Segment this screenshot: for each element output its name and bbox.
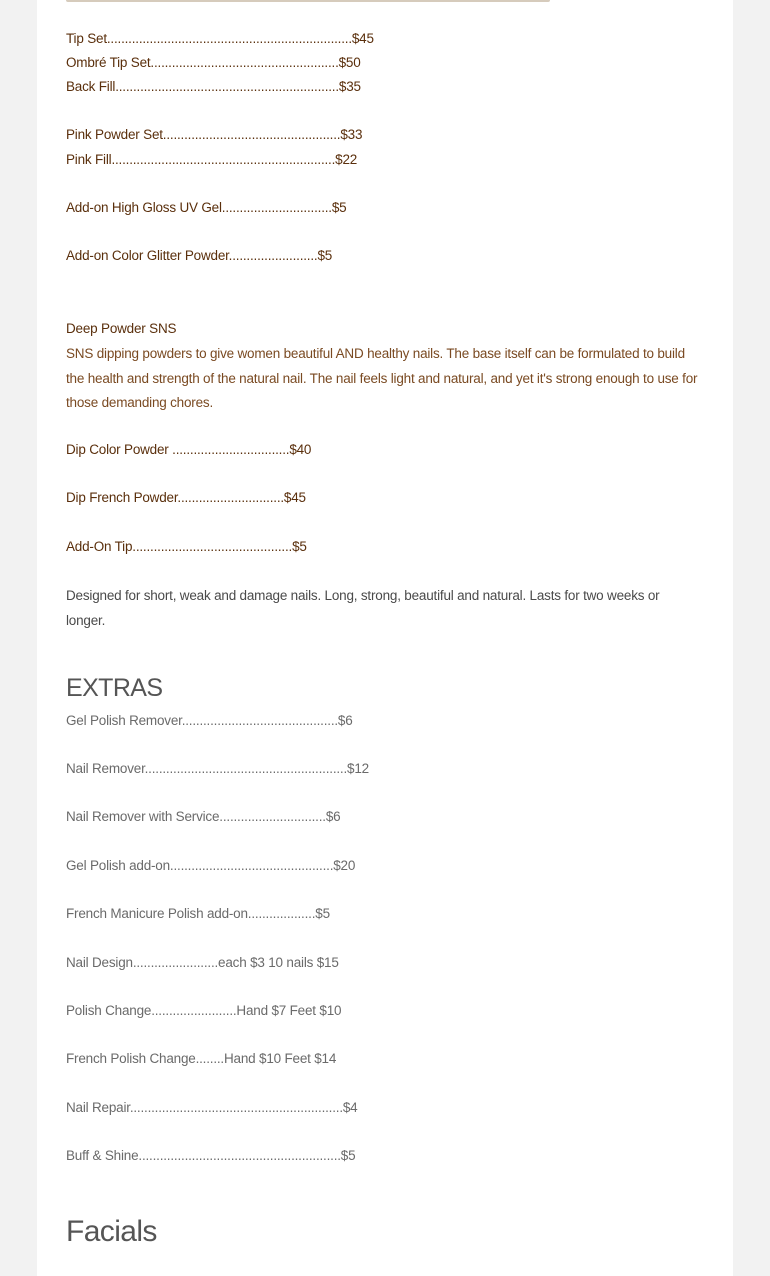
- price-french-manicure-add-on: French Manicure Polish add-on...................$5: [66, 906, 330, 921]
- price-buff-and-shine: Buff & Shine.........................................................$5: [66, 1148, 356, 1163]
- price-gel-polish-add-on: Gel Polish add-on..............................................$20: [66, 858, 356, 873]
- page-container: [37, 0, 733, 1276]
- cropped-text-line: [66, 0, 550, 2]
- price-dip-color-powder: Dip Color Powder .................................$40: [66, 442, 312, 457]
- price-pink-fill: Pink Fill...............................................................$22: [66, 152, 358, 167]
- sns-section-title: Deep Powder SNS: [66, 321, 177, 336]
- price-ombre-tip-set: Ombré Tip Set.....................................................$50: [66, 55, 361, 70]
- price-polish-change: Polish Change........................Hand $7 Feet $10: [66, 1003, 342, 1018]
- price-nail-remover: Nail Remover.........................................................$12: [66, 761, 369, 776]
- sns-note: Designed for short, weak and damage nails. Long, strong, beautiful and natural. Lasts for two weeks or longer.: [66, 588, 660, 628]
- price-tip-set: Tip Set.....................................................................$45: [66, 31, 374, 46]
- price-nail-repair: Nail Repair............................................................$4: [66, 1100, 358, 1115]
- facials-heading: Facials: [66, 1215, 157, 1248]
- extras-heading: EXTRAS: [66, 674, 163, 702]
- price-dip-french-powder: Dip French Powder..............................$45: [66, 490, 306, 505]
- price-color-glitter-powder: Add-on Color Glitter Powder.........................$5: [66, 248, 333, 263]
- price-gel-polish-remover: Gel Polish Remover............................................$6: [66, 713, 353, 728]
- price-nail-remover-with-service: Nail Remover with Service..............................$6: [66, 809, 341, 824]
- sns-description: SNS dipping powders to give women beautiful AND healthy nails. The base itself can be formulated to build the health and strength of the natural nail. The nail feels light and natural, and yet it's strong enough to use for those demanding chores.: [66, 346, 698, 410]
- price-french-polish-change: French Polish Change........Hand $10 Feet $14: [66, 1051, 337, 1066]
- price-nail-design: Nail Design........................each $3 10 nails $15: [66, 955, 339, 970]
- price-back-fill: Back Fill...............................................................$35: [66, 79, 361, 94]
- price-high-gloss-uv-gel: Add-on High Gloss UV Gel...............................$5: [66, 200, 347, 215]
- price-pink-powder-set: Pink Powder Set..................................................$33: [66, 127, 363, 142]
- price-add-on-tip: Add-On Tip.............................................$5: [66, 539, 307, 554]
